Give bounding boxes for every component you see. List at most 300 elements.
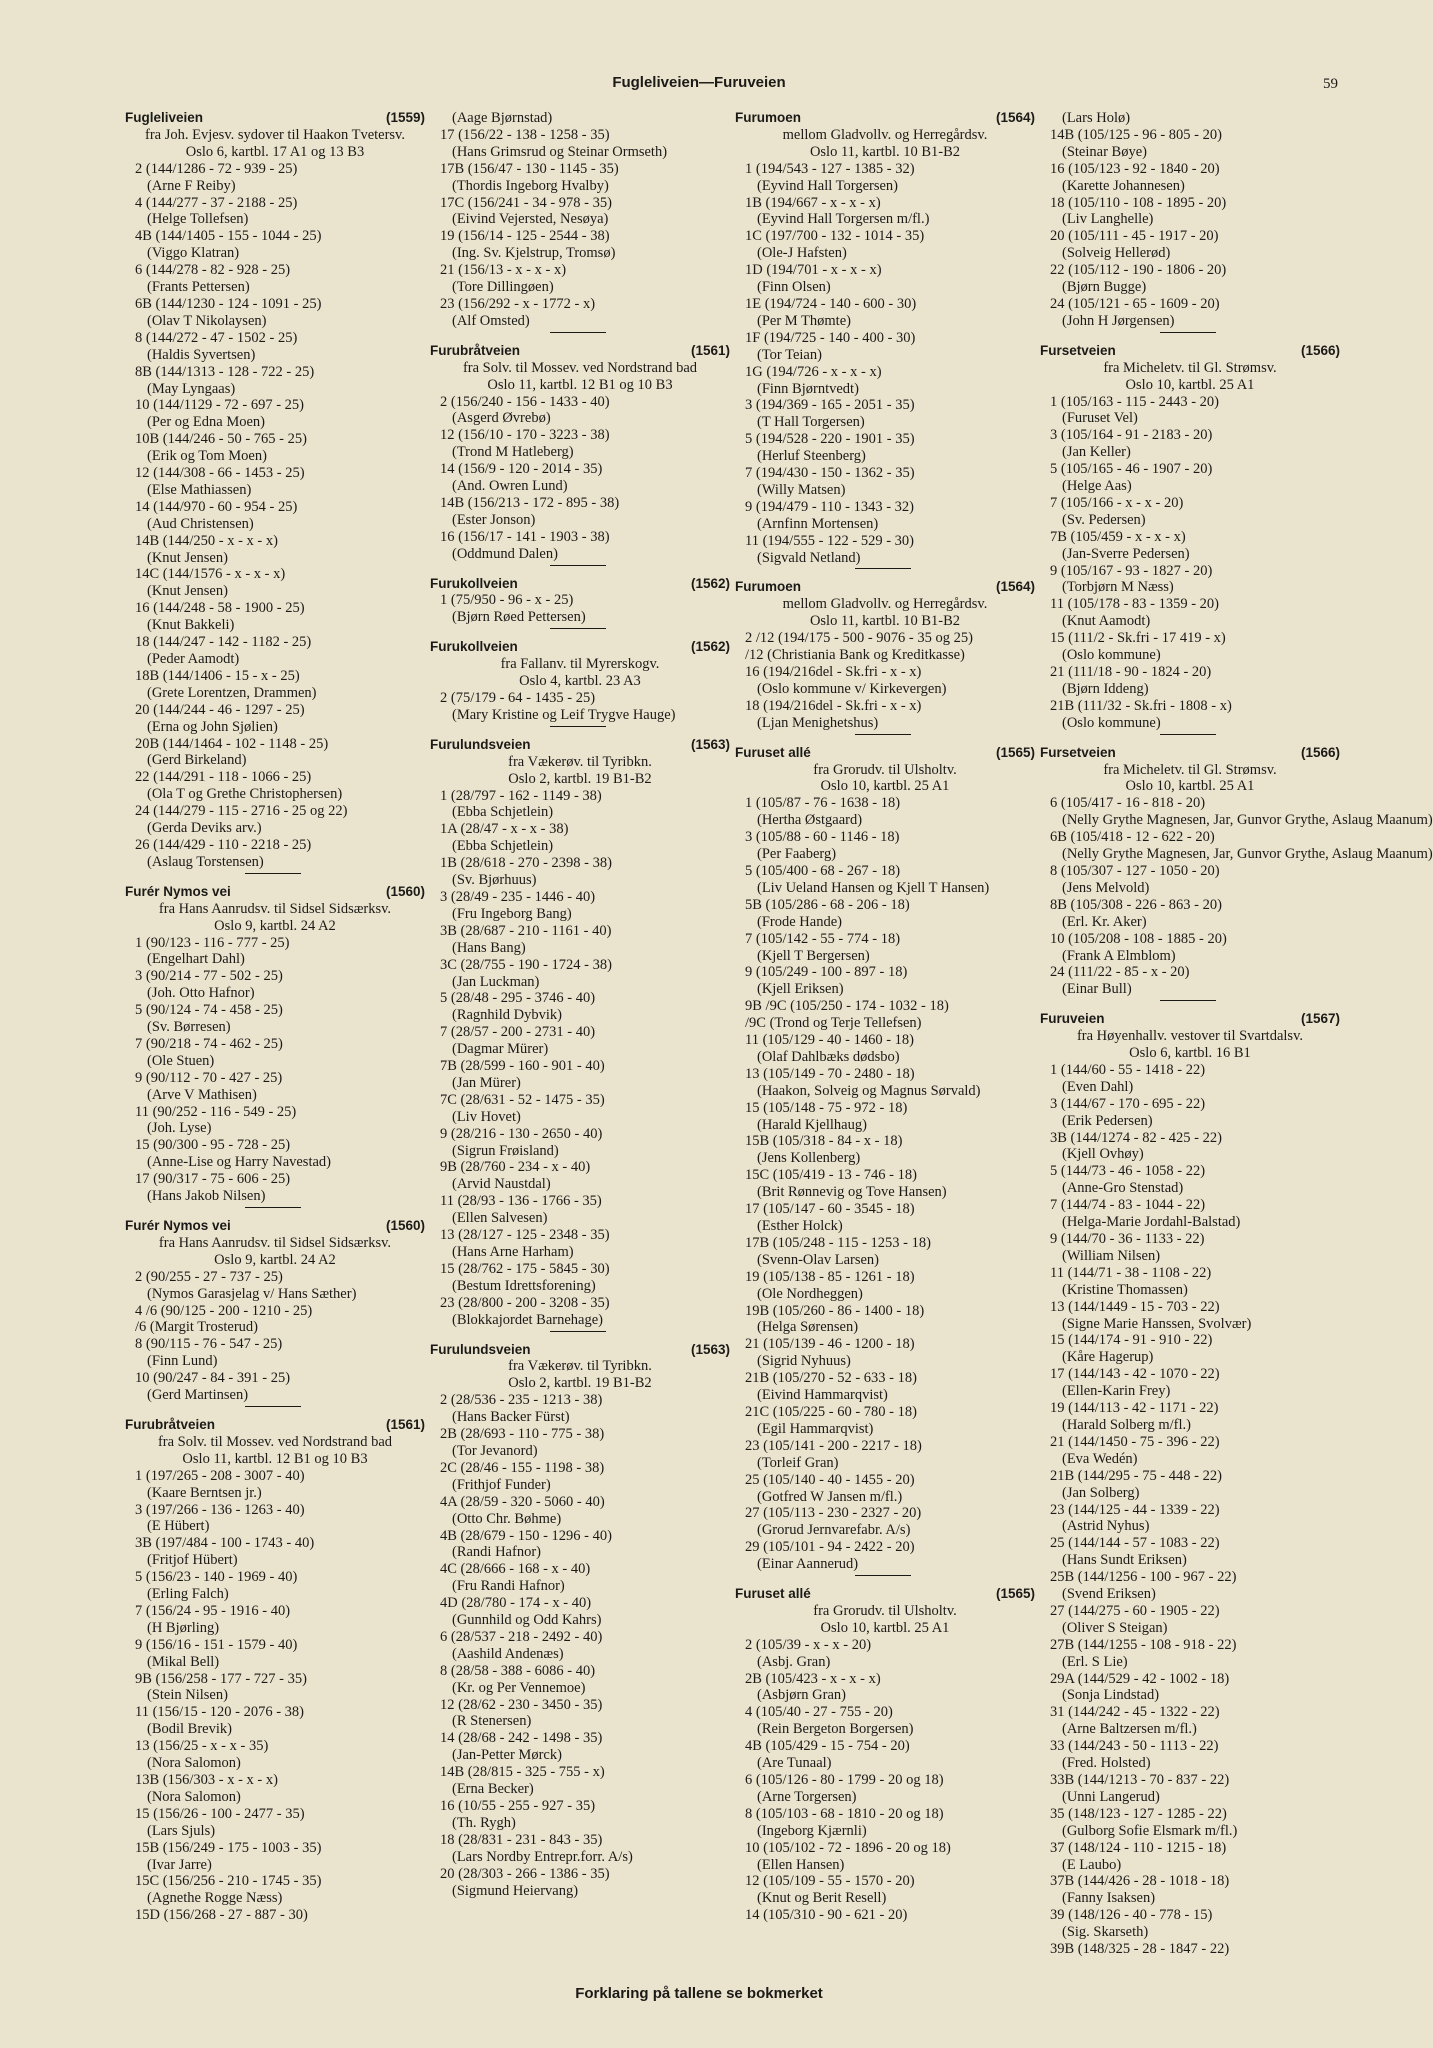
property-line: 6 (28/537 - 218 - 2492 - 40) <box>440 1628 603 1645</box>
street-header <box>125 1218 425 1235</box>
street-description: Oslo 4, kartbl. 23 A3 <box>519 673 641 690</box>
occupant-line: (Rein Bergeton Borgersen) <box>757 1721 914 1738</box>
street-header <box>430 639 730 656</box>
occupant-line: (Eyvind Hall Torgersen) <box>757 177 898 194</box>
occupant-line: (Knut Jensen) <box>147 549 228 566</box>
street-description: Oslo 9, kartbl. 24 A2 <box>214 1251 336 1268</box>
property-line: 9 (194/479 - 110 - 1343 - 32) <box>745 498 915 515</box>
property-line: 1 (75/950 - 96 - x - 25) <box>440 592 574 609</box>
occupant-line: (Lars Sjuls) <box>147 1822 216 1839</box>
occupant-line: (Finn Olsen) <box>757 279 831 296</box>
property-line: 5 (156/23 - 140 - 1969 - 40) <box>135 1569 298 1586</box>
occupant-line: (Harald Kjellhaug) <box>757 1116 867 1133</box>
occupant-line: (Sigrun Frøisland) <box>452 1142 559 1159</box>
street-header <box>735 745 1035 762</box>
occupant-line: (Herluf Steenberg) <box>757 448 866 465</box>
street-code: (1561) <box>385 1416 425 1432</box>
occupant-line: (Per M Thømte) <box>757 312 851 329</box>
occupant-line: (Svend Eriksen) <box>1062 1586 1156 1603</box>
street-description: Oslo 6, kartbl. 17 A1 og 13 B3 <box>185 143 365 160</box>
occupant-line: (Ole Stuen) <box>147 1052 215 1069</box>
street-description: Oslo 2, kartbl. 19 B1-B2 <box>508 770 652 787</box>
property-line: 15C (156/256 - 210 - 1745 - 35) <box>135 1873 322 1890</box>
occupant-line: (Trond M Hatleberg) <box>452 444 574 461</box>
occupant-line: (William Nilsen) <box>1062 1247 1161 1264</box>
occupant-line: (Kr. og Per Vennemoe) <box>452 1679 586 1696</box>
occupant-line: (Kjell Ovhøy) <box>1062 1146 1144 1163</box>
occupant-line: (Liv Ueland Hansen og Kjell T Hansen) <box>757 879 990 896</box>
street-code: (1560) <box>385 1218 425 1233</box>
occupant-line: (Helge Tollefsen) <box>147 211 249 228</box>
section-divider <box>550 628 606 629</box>
section-divider <box>550 726 606 727</box>
property-line: 29A (144/529 - 42 - 1002 - 18) <box>1050 1670 1230 1687</box>
property-line: 11 (105/129 - 40 - 1460 - 18) <box>745 1032 915 1049</box>
property-line: 8 (105/103 - 68 - 1810 - 20 og 18) <box>745 1805 944 1822</box>
occupant-line: (Kristine Thomassen) <box>1062 1281 1188 1298</box>
street-header <box>735 1586 1035 1603</box>
street-header <box>735 579 1035 596</box>
occupant-line: (Asbj. Gran) <box>757 1653 831 1670</box>
property-line: 17B (156/47 - 130 - 1145 - 35) <box>440 160 619 177</box>
occupant-line: (Steinar Bøye) <box>1062 143 1147 160</box>
property-line: 12 (28/62 - 230 - 3450 - 35) <box>440 1696 603 1713</box>
occupant-line: (Aashild Andenæs) <box>452 1645 564 1662</box>
occupant-line: (Blokkajordet Barnehage) <box>452 1311 603 1328</box>
street-code: (1564) <box>995 110 1035 125</box>
street-entry <box>430 343 730 566</box>
occupant-line: (Nelly Grythe Magnesen, Jar, Gunvor Grythe, Aslaug Maanum) <box>1062 812 1433 829</box>
property-line: 12 (105/109 - 55 - 1570 - 20) <box>745 1873 915 1890</box>
occupant-line: (Per Faaberg) <box>757 846 837 863</box>
property-line: 5 (144/73 - 46 - 1058 - 22) <box>1050 1163 1206 1180</box>
street-code: (1567) <box>1300 1011 1340 1027</box>
property-line: 37 (148/124 - 110 - 1215 - 18) <box>1050 1839 1227 1856</box>
street-entry <box>735 579 1035 734</box>
occupant-line: (Eva Wedén) <box>1062 1450 1138 1467</box>
street-code: (1560) <box>385 883 425 899</box>
property-line: 19 (156/14 - 125 - 2544 - 38) <box>440 228 610 245</box>
property-line: 21 (144/1450 - 75 - 396 - 22) <box>1050 1433 1220 1450</box>
occupant-line: (Stein Nilsen) <box>147 1687 228 1704</box>
property-line: 8B (105/308 - 226 - 863 - 20) <box>1050 896 1222 913</box>
street-description: Oslo 2, kartbl. 19 B1-B2 <box>508 1375 652 1392</box>
occupant-line: (Karette Johannesen) <box>1062 177 1185 194</box>
property-line: 15B (105/318 - 84 - x - 18) <box>745 1133 903 1150</box>
occupant-line: (Bjørn Røed Pettersen) <box>452 609 586 626</box>
occupant-line: (Per og Edna Moen) <box>147 414 265 431</box>
occupant-line: (Sigmund Heiervang) <box>452 1882 579 1899</box>
property-line: 24 (111/22 - 85 - x - 20) <box>1050 964 1190 981</box>
property-line: 5 (194/528 - 220 - 1901 - 35) <box>745 431 915 448</box>
section-divider <box>245 1207 301 1208</box>
property-line: 24 (144/279 - 115 - 2716 - 25 og 22) <box>135 803 348 820</box>
footer-note: Forklaring på tallene se bokmerket <box>575 1985 823 2002</box>
property-line: 14 (28/68 - 242 - 1498 - 35) <box>440 1730 603 1747</box>
property-line: 2 (105/39 - x - x - 20) <box>745 1636 872 1653</box>
property-line: 11 (194/555 - 122 - 529 - 30) <box>745 532 915 549</box>
occupant-line: (Sv. Børresen) <box>147 1019 231 1036</box>
occupant-line: (Arnfinn Mortensen) <box>757 515 879 532</box>
street-code: (1566) <box>1300 342 1340 358</box>
property-line: 18B (144/1406 - 15 - x - 25) <box>135 667 300 684</box>
street-name: Fugleliveien <box>125 110 204 125</box>
property-line: 5 (105/165 - 46 - 1907 - 20) <box>1050 461 1213 478</box>
occupant-line: (Oslo kommune v/ Kirkevergen) <box>757 680 947 697</box>
street-name: Furulundsveien <box>430 736 531 752</box>
property-line: 33 (144/243 - 50 - 1113 - 22) <box>1050 1738 1219 1755</box>
property-line: 7 (156/24 - 95 - 1916 - 40) <box>135 1602 291 1619</box>
street-name: Furuveien <box>1040 1011 1105 1027</box>
property-line: /6 (Margit Trosterud) <box>135 1319 258 1336</box>
street-description: fra Solv. til Mossev. ved Nordstrand bad <box>157 1433 393 1450</box>
occupant-line: (Solveig Hellerød) <box>1062 245 1171 262</box>
street-description: Oslo 9, kartbl. 24 A2 <box>214 917 336 934</box>
street-header <box>1040 1011 1340 1028</box>
section-divider <box>855 734 911 735</box>
column-4 <box>1040 110 1433 1970</box>
street-description: fra Joh. Evjesv. sydover til Haakon Tvetersv. <box>145 126 405 143</box>
property-line: 3 (194/369 - 165 - 2051 - 35) <box>745 397 915 414</box>
street-code: (1566) <box>1300 744 1340 760</box>
occupant-line: (Are Tunaal) <box>757 1755 832 1772</box>
property-line: 3C (28/755 - 190 - 1724 - 38) <box>440 956 612 973</box>
street-description: Oslo 10, kartbl. 25 A1 <box>820 778 950 795</box>
street-entry <box>125 884 425 1208</box>
occupant-line: (Even Dahl) <box>1062 1078 1134 1095</box>
street-entry <box>1040 110 1340 333</box>
street-name: Fursetveien <box>1040 744 1116 760</box>
occupant-line: (Gerd Birkeland) <box>147 752 247 769</box>
property-line: 15 (105/148 - 75 - 972 - 18) <box>745 1099 908 1116</box>
property-line: 1G (194/726 - x - x - x) <box>745 363 882 380</box>
property-line: 15 (28/762 - 175 - 5845 - 30) <box>440 1260 610 1277</box>
property-line: 20 (105/111 - 45 - 1917 - 20) <box>1050 228 1219 245</box>
property-line: 37B (144/426 - 28 - 1018 - 18) <box>1050 1873 1230 1890</box>
property-line: 4B (28/679 - 150 - 1296 - 40) <box>440 1527 612 1544</box>
occupant-line: (Jan Solberg) <box>1062 1484 1140 1501</box>
page-number: 59 <box>1323 76 1338 92</box>
property-line: 21 (105/139 - 46 - 1200 - 18) <box>745 1336 915 1353</box>
occupant-line: (Finn Bjørntvedt) <box>757 380 859 397</box>
street-description: Oslo 11, kartbl. 10 B1-B2 <box>809 613 961 630</box>
column-3 <box>735 110 1035 1970</box>
property-line: 2 (75/179 - 64 - 1435 - 25) <box>440 690 596 706</box>
occupant-line: (Helga-Marie Jordahl-Balstad) <box>1062 1214 1241 1231</box>
property-line: 1 (90/123 - 116 - 777 - 25) <box>135 934 290 951</box>
occupant-line: (Jan Mürer) <box>452 1074 521 1091</box>
property-line: 25 (144/144 - 57 - 1083 - 22) <box>1050 1535 1220 1552</box>
occupant-line: (Grete Lorentzen, Drammen) <box>147 684 317 701</box>
street-description: fra Grorudv. til Ulsholtv. <box>813 1602 957 1619</box>
street-description: Oslo 11, kartbl. 12 B1 og 10 B3 <box>182 1450 368 1467</box>
occupant-line: (Knut og Berit Resell) <box>757 1890 887 1907</box>
occupant-line: (Nora Salomon) <box>147 1788 241 1805</box>
occupant-line: (Fanny Isaksen) <box>1062 1890 1156 1907</box>
street-header <box>430 737 730 754</box>
occupant-line: (R Stenersen) <box>452 1713 532 1730</box>
property-line: 3 (144/67 - 170 - 695 - 22) <box>1050 1095 1206 1112</box>
occupant-line: (Erna Becker) <box>452 1781 534 1798</box>
property-line: 2 (156/240 - 156 - 1433 - 40) <box>440 393 610 410</box>
property-line: 15 (111/2 - Sk.fri - 17 419 - x) <box>1050 630 1226 647</box>
occupant-line: (Gulborg Sofie Elsmark m/fl.) <box>1062 1822 1238 1839</box>
property-line: 7 (194/430 - 150 - 1362 - 35) <box>745 465 915 482</box>
property-line: 1C (197/700 - 132 - 1014 - 35) <box>745 228 925 245</box>
occupant-line: (Frank A Elmblom) <box>1062 947 1176 964</box>
property-line: 11 (28/93 - 136 - 1766 - 35) <box>440 1193 602 1210</box>
property-line: 39 (148/126 - 40 - 778 - 15) <box>1050 1907 1213 1924</box>
property-line: 14B (105/125 - 96 - 805 - 20) <box>1050 126 1222 143</box>
occupant-line: (Sigrid Nyhuus) <box>757 1353 851 1370</box>
property-line: 7C (28/631 - 52 - 1475 - 35) <box>440 1091 605 1108</box>
section-divider <box>550 1331 606 1332</box>
property-line: 19B (105/260 - 86 - 1400 - 18) <box>745 1302 925 1319</box>
occupant-line: (Oslo kommune) <box>1062 714 1161 731</box>
occupant-line: (Tor Teian) <box>757 346 822 363</box>
occupant-line: (Olaf Dahlbæks dødsbo) <box>757 1048 900 1065</box>
property-line: 12 (144/308 - 66 - 1453 - 25) <box>135 465 305 482</box>
property-line: 21C (105/225 - 60 - 780 - 18) <box>745 1403 917 1420</box>
property-line: 2B (105/423 - x - x - x) <box>745 1670 881 1687</box>
property-line: 20 (28/303 - 266 - 1386 - 35) <box>440 1865 610 1882</box>
occupant-line: (Kaare Berntsen jr.) <box>147 1484 262 1501</box>
property-line: 7B (28/599 - 160 - 901 - 40) <box>440 1058 605 1075</box>
occupant-line: (T Hall Torgersen) <box>757 414 865 431</box>
street-entry <box>430 639 730 727</box>
occupant-line: (Kjell T Bergersen) <box>757 947 870 964</box>
property-line: 8 (105/307 - 127 - 1050 - 20) <box>1050 862 1220 879</box>
occupant-line: (Joh. Lyse) <box>147 1120 212 1137</box>
property-line: 14B (156/213 - 172 - 895 - 38) <box>440 494 620 511</box>
occupant-line: (Randi Hafnor) <box>452 1544 541 1561</box>
property-line: 16 (194/216del - Sk.fri - x - x) <box>745 664 922 680</box>
occupant-line: (Gunnhild og Odd Kahrs) <box>452 1612 602 1629</box>
property-line: 2B (28/693 - 110 - 775 - 38) <box>440 1426 605 1443</box>
property-line: 7 (90/218 - 74 - 462 - 25) <box>135 1035 283 1052</box>
occupant-line: (Gerda Deviks arv.) <box>147 820 262 837</box>
property-line: 21B (144/295 - 75 - 448 - 22) <box>1050 1467 1222 1484</box>
property-line: 5 (28/48 - 295 - 3746 - 40) <box>440 990 596 1007</box>
occupant-line: (Gotfred W Jansen m/fl.) <box>757 1488 903 1505</box>
property-line: 25 (105/140 - 40 - 1455 - 20) <box>745 1471 915 1488</box>
street-name: Furér Nymos vei <box>125 1218 231 1233</box>
property-line: 9 (105/167 - 93 - 1827 - 20) <box>1050 562 1213 579</box>
street-code: (1565) <box>995 744 1035 760</box>
property-line: 23 (144/125 - 44 - 1339 - 22) <box>1050 1501 1220 1518</box>
occupant-line: (Hans Arne Harham) <box>452 1244 574 1260</box>
property-line: 17B (105/248 - 115 - 1253 - 18) <box>745 1234 931 1251</box>
street-name: Furumoen <box>735 579 801 595</box>
occupant-line: (Torbjørn M Næss) <box>1062 579 1174 596</box>
section-divider <box>855 1575 911 1576</box>
occupant-line: (Erl. Kr. Aker) <box>1062 913 1147 930</box>
property-line: 18 (28/831 - 231 - 843 - 35) <box>440 1831 603 1848</box>
occupant-line: (Frithjof Funder) <box>452 1476 551 1493</box>
occupant-line: (Brit Rønnevig og Tove Hansen) <box>757 1184 947 1201</box>
street-description: Oslo 10, kartbl. 25 A1 <box>820 1619 950 1636</box>
occupant-line: (Lars Holø) <box>1062 110 1131 126</box>
occupant-line: (Furuset Vel) <box>1062 410 1138 427</box>
street-code: (1562) <box>690 639 730 655</box>
occupant-line: (Erik og Tom Moen) <box>147 448 267 465</box>
occupant-line: (Ellen Hansen) <box>757 1856 845 1873</box>
property-line: 21B (105/270 - 52 - 633 - 18) <box>745 1370 917 1387</box>
street-entry <box>1040 343 1340 735</box>
street-entry <box>125 1218 425 1407</box>
occupant-line: (Tor Jevanord) <box>452 1442 538 1459</box>
street-header <box>1040 343 1340 360</box>
property-line: 13 (156/25 - x - x - 35) <box>135 1738 269 1755</box>
occupant-line: (Fru Ingeborg Bang) <box>452 905 572 922</box>
occupant-line: (Ellen-Karin Frey) <box>1062 1383 1171 1400</box>
property-line: 12 (156/10 - 170 - 3223 - 38) <box>440 427 610 444</box>
property-line: 4 /6 (90/125 - 200 - 1210 - 25) <box>135 1302 313 1319</box>
property-line: 14B (144/250 - x - x - x) <box>135 532 278 549</box>
property-line: 27 (105/113 - 230 - 2327 - 20) <box>745 1505 922 1522</box>
occupant-line: (Arve V Mathisen) <box>147 1086 257 1103</box>
running-title: Fugleliveien—Furuveien <box>612 74 786 91</box>
occupant-line: (Unni Langerud) <box>1062 1788 1160 1805</box>
property-line: 18 (144/247 - 142 - 1182 - 25) <box>135 634 312 651</box>
property-line: 15 (156/26 - 100 - 2477 - 35) <box>135 1805 305 1822</box>
street-header <box>125 110 425 127</box>
column-2 <box>430 110 730 1970</box>
occupant-line: (Hans Jakob Nilsen) <box>147 1188 266 1205</box>
property-line: 3 (105/164 - 91 - 2183 - 20) <box>1050 427 1213 444</box>
property-line: 21B (111/32 - Sk.fri - 1808 - x) <box>1050 697 1232 714</box>
occupant-line: (Fred. Holsted) <box>1062 1755 1151 1772</box>
property-line: 17 (105/147 - 60 - 3545 - 18) <box>745 1201 915 1218</box>
property-line: 1B (28/618 - 270 - 2398 - 38) <box>440 855 612 872</box>
property-line: 1 (197/265 - 208 - 3007 - 40) <box>135 1467 305 1484</box>
occupant-line: (Peder Aamodt) <box>147 651 240 667</box>
property-line: 15 (144/174 - 91 - 910 - 22) <box>1050 1332 1213 1349</box>
property-line: 23 (156/292 - x - 1772 - x) <box>440 295 596 312</box>
occupant-line: (Ebba Schjetlein) <box>452 838 554 855</box>
property-line: 3B (28/687 - 210 - 1161 - 40) <box>440 922 612 939</box>
property-line: 2 (144/1286 - 72 - 939 - 25) <box>135 160 298 177</box>
street-header <box>1040 745 1340 762</box>
occupant-line: (Erling Falch) <box>147 1586 229 1603</box>
occupant-line: (Knut Jensen) <box>147 583 228 600</box>
occupant-line: (Arvid Naustdal) <box>452 1176 551 1193</box>
property-line: 33B (144/1213 - 70 - 837 - 22) <box>1050 1772 1230 1788</box>
property-line: 7 (144/74 - 83 - 1044 - 22) <box>1050 1197 1206 1214</box>
property-line: /12 (Christiania Bank og Kreditkasse) <box>745 647 965 664</box>
occupant-line: (Nora Salomon) <box>147 1755 241 1772</box>
occupant-line: (Aud Christensen) <box>147 515 254 532</box>
property-line: 4 (105/40 - 27 - 755 - 20) <box>745 1704 893 1721</box>
property-line: 11 (105/178 - 83 - 1359 - 20) <box>1050 596 1220 613</box>
property-line: 8 (144/272 - 47 - 1502 - 25) <box>135 329 298 346</box>
street-description: Oslo 11, kartbl. 12 B1 og 10 B3 <box>487 376 673 393</box>
property-line: 29 (105/101 - 94 - 2422 - 20) <box>745 1539 915 1556</box>
street-name: Furukollveien <box>430 575 518 591</box>
occupant-line: (Ole-J Hafsten) <box>757 245 847 262</box>
property-line: 21 (111/18 - 90 - 1824 - 20) <box>1050 664 1212 680</box>
property-line: 19 (105/138 - 85 - 1261 - 18) <box>745 1268 915 1285</box>
occupant-line: (Erl. S Lie) <box>1062 1653 1128 1670</box>
occupant-line: (Sv. Bjørhuus) <box>452 872 537 889</box>
occupant-line: (Gerd Martinsen) <box>147 1387 249 1404</box>
occupant-line: (Else Mathiassen) <box>147 481 252 498</box>
property-line: 16 (10/55 - 255 - 927 - 35) <box>440 1798 596 1814</box>
occupant-line: (E Laubo) <box>1062 1856 1122 1873</box>
property-line: 13 (144/1449 - 15 - 703 - 22) <box>1050 1298 1220 1315</box>
occupant-line: (Esther Holck) <box>757 1218 843 1234</box>
street-name: Furér Nymos vei <box>125 883 231 899</box>
occupant-line: (Arne F Reiby) <box>147 177 236 194</box>
occupant-line: (Sonja Lindstad) <box>1062 1687 1160 1704</box>
occupant-line: (Joh. Otto Hafnor) <box>147 985 255 1002</box>
occupant-line: (Frants Pettersen) <box>147 279 250 296</box>
property-line: 10 (144/1129 - 72 - 697 - 25) <box>135 397 305 414</box>
occupant-line: (Ellen Salvesen) <box>452 1210 548 1227</box>
property-line: 14 (144/970 - 60 - 954 - 25) <box>135 498 298 515</box>
street-description: fra Vækerøv. til Tyribkn. <box>508 753 652 770</box>
occupant-line: (Astrid Nyhus) <box>1062 1518 1150 1535</box>
property-line: 2 /12 (194/175 - 500 - 9076 - 35 og 25) <box>745 630 973 647</box>
property-line: 11 (90/252 - 116 - 549 - 25) <box>135 1103 297 1120</box>
property-line: 27 (144/275 - 60 - 1905 - 22) <box>1050 1602 1220 1619</box>
section-divider <box>550 565 606 566</box>
street-name: Furuset allé <box>735 744 811 760</box>
occupant-line: (Viggo Klatran) <box>147 245 240 262</box>
occupant-line: (Asbjørn Gran) <box>757 1687 846 1704</box>
occupant-line: (Hertha Østgaard) <box>757 812 863 829</box>
property-line: 15C (105/419 - 13 - 746 - 18) <box>745 1167 917 1184</box>
property-line: 1A (28/47 - x - x - 38) <box>440 821 569 838</box>
property-line: 4B (144/1405 - 155 - 1044 - 25) <box>135 228 322 245</box>
street-name: Furubråtveien <box>430 342 521 358</box>
street-code: (1561) <box>690 342 730 358</box>
occupant-line: (And. Owren Lund) <box>452 478 568 495</box>
section-divider <box>1160 1000 1216 1001</box>
occupant-line: (Ester Jonson) <box>452 511 536 528</box>
property-line: 1E (194/724 - 140 - 600 - 30) <box>745 295 917 312</box>
street-header <box>125 884 425 901</box>
property-line: 16 (144/248 - 58 - 1900 - 25) <box>135 600 305 617</box>
property-line: 4C (28/666 - 168 - x - 40) <box>440 1561 591 1578</box>
street-name: Furubråtveien <box>125 1416 216 1432</box>
property-line: 6 (105/417 - 16 - 818 - 20) <box>1050 795 1206 812</box>
occupant-line: (Fritjof Hübert) <box>147 1552 238 1569</box>
property-line: 25B (144/1256 - 100 - 967 - 22) <box>1050 1569 1237 1586</box>
occupant-line: (Jens Melvold) <box>1062 879 1150 896</box>
property-line: 19 (144/113 - 42 - 1171 - 22) <box>1050 1400 1219 1417</box>
occupant-line: (Ola T og Grethe Christophersen) <box>147 786 343 803</box>
property-line: 9 (105/249 - 100 - 897 - 18) <box>745 964 908 981</box>
street-entry <box>125 1417 425 1924</box>
property-line: 27B (144/1255 - 108 - 918 - 22) <box>1050 1636 1237 1653</box>
occupant-line: (Einar Aannerud) <box>757 1556 859 1573</box>
street-description: Oslo 10, kartbl. 25 A1 <box>1125 376 1255 393</box>
street-description: fra Fallanv. til Myrerskogv. <box>500 656 660 673</box>
property-line: 2 (28/536 - 235 - 1213 - 38) <box>440 1392 603 1409</box>
occupant-line: (Sigvald Netland) <box>757 549 861 566</box>
property-line: 1 (28/797 - 162 - 1149 - 38) <box>440 787 602 804</box>
property-line: 9B /9C (105/250 - 174 - 1032 - 18) <box>745 998 949 1015</box>
property-line: 6B (105/418 - 12 - 622 - 20) <box>1050 829 1215 846</box>
occupant-line: (Ing. Sv. Kjelstrup, Tromsø) <box>452 245 616 262</box>
section-divider <box>1160 734 1216 735</box>
occupant-line: (Frode Hande) <box>757 913 842 930</box>
occupant-line: (Torleif Gran) <box>757 1454 839 1471</box>
property-line: 1 (105/163 - 115 - 2443 - 20) <box>1050 393 1220 410</box>
street-name: Furulundsveien <box>430 1341 531 1357</box>
occupant-line: (Einar Bull) <box>1062 981 1132 998</box>
